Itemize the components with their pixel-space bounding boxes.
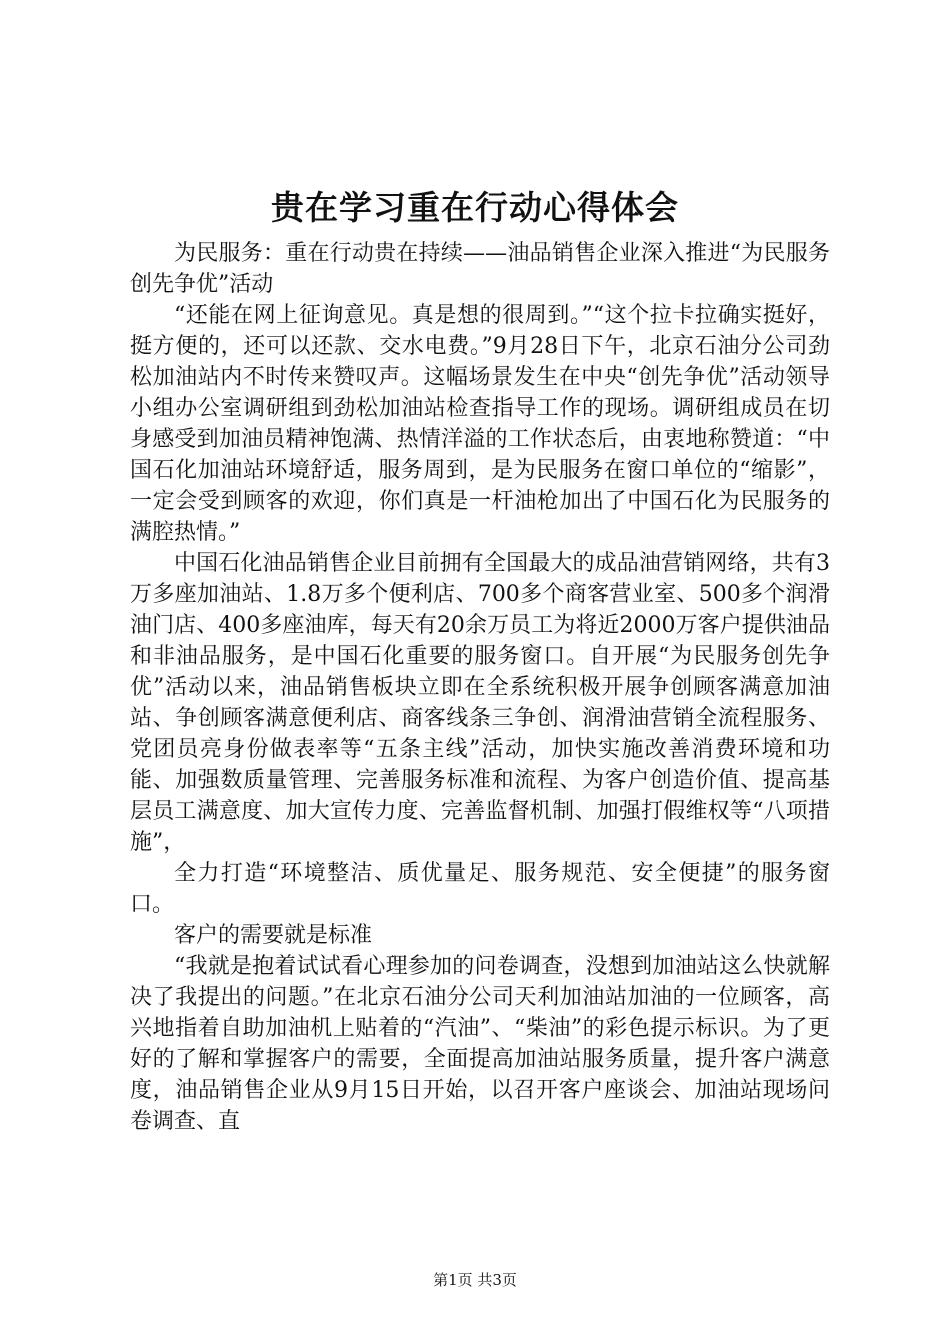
paragraph-quote-intro: “还能在网上征询意见。真是想的很周到。”“这个拉卡拉确实挺好，挺方便的，还可以还款、交水电费。”9月28日下午，北京石油分公司劲松加油站内不时传来赞叹声。这幅场景发生在中央“创先争优”活动领导小组办公室调研组到劲松加油站检查指导工作的现场。调研组成员在切身感受到加油员精神饱满、热情洋溢的工作状态后，由衷地称赞道：“中国石化加油站环境舒适，服务周到，是为民服务在窗口单位的“缩影”，一定会受到顾客的欢迎，你们真是一杆油枪加出了中国石化为民服务的满腔热情。” bbox=[130, 303, 830, 545]
paragraph-subtitle: 为民服务：重在行动贵在持续——油品销售企业深入推进“为民服务创先争优”活动 bbox=[130, 241, 830, 297]
page-footer: 第1页 共3页 bbox=[433, 1271, 517, 1289]
paragraph-service-window: 全力打造“环境整洁、质优量足、服务规范、安全便捷”的服务窗口。 bbox=[130, 861, 830, 917]
document-title: 贵在学习重在行动心得体会 bbox=[271, 188, 679, 227]
paragraph-network: 中国石化油品销售企业目前拥有全国最大的成品油营销网络，共有3万多座加油站、1.8万多个便利店、700多个商客营业室、500多个润滑油门店、400多座油库，每天有20余万员工为将近2000万客户提供油品和非油品服务，是中国石化重要的服务窗口。自开展“为民服务创先争优”活动以来，油品销售板块立即在全系统积极开展争创顾客满意加油站、争创顾客满意便利店、商客线条三争创、润滑油营销全流程服务、党团员亮身份做表率等“五条主线”活动，加快实施改善消费环境和功能、加强数质量管理、完善服务标准和流程、为客户创造价值、提高基层员工满意度、加大宣传力度、完善监督机制、加强打假维权等“八项措施”， bbox=[130, 551, 830, 855]
section-heading: 客户的需要就是标准 bbox=[174, 923, 373, 948]
paragraph-customer: “我就是抱着试试看心理参加的问卷调查，没想到加油站这么快就解决了我提出的问题。”在北京石油分公司天利加油站加油的一位顾客，高兴地指着自助加油机上贴着的“汽油”、“柴油”的彩色提示标识。为了更好的了解和掌握客户的需要，全面提高加油站服务质量，提升客户满意度，油品销售企业从9月15日开始，以召开客户座谈会、加油站现场问卷调查、直 bbox=[130, 954, 830, 1134]
document-body bbox=[130, 238, 830, 1137]
